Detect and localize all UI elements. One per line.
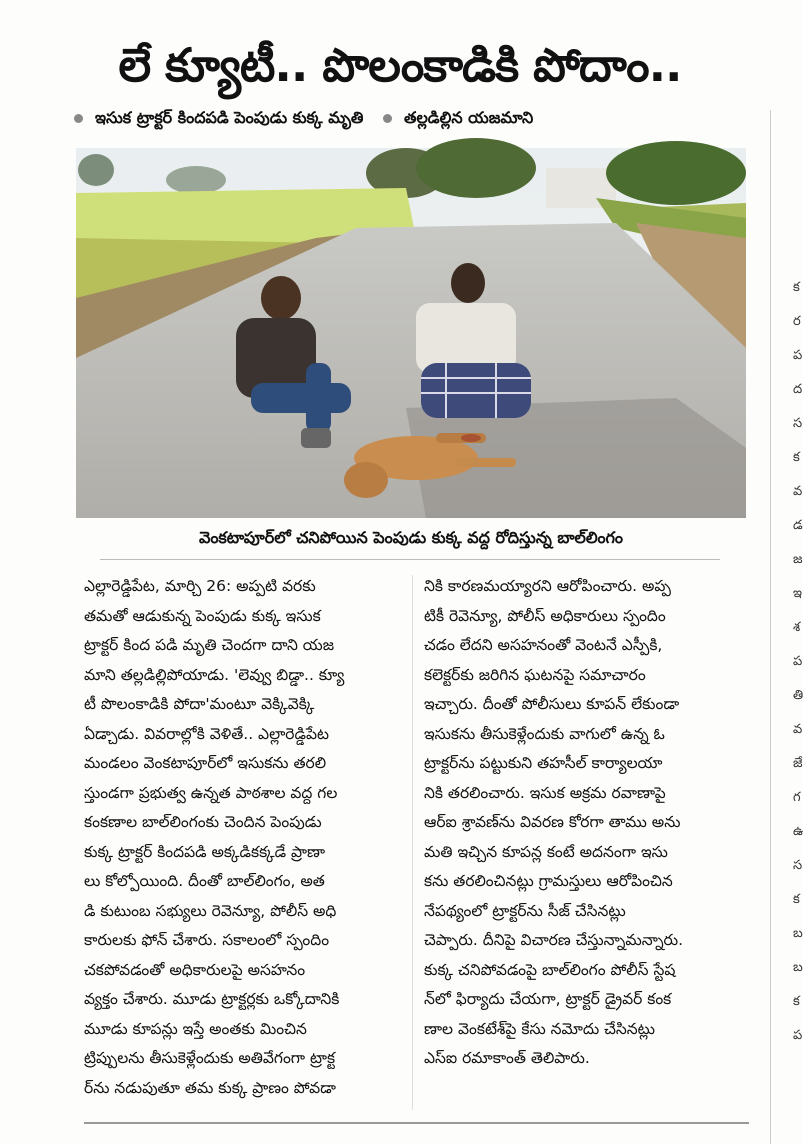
article-text-line: న్‌లో ఫిర్యాదు చేయగా, ట్రాక్టర్ డ్రైవర్ కంక <box>424 990 672 1008</box>
article-text-line: టీ పొలంకాడికి పోదా'మంటూ వెక్కివెక్కి <box>84 695 315 713</box>
article-text-line: ర్‌ను నడుపుతూ తమ కుక్క ప్రాణం పోవడా <box>84 1078 336 1097</box>
side-fragment-char: క <box>793 450 800 465</box>
side-fragment-char: తి <box>793 688 803 703</box>
article-text-line: ట్రాక్టర్ కింద పడి మృతి చెందగా దాని యజ <box>84 636 335 654</box>
side-fragment-char: ప <box>793 654 803 669</box>
side-fragment-char: శ <box>793 620 801 635</box>
article-text-line: మతి ఇచ్చిన కూపన్ల కంటే అదనంగా ఇసు <box>424 842 668 861</box>
side-fragment-char: ఉ <box>793 824 803 839</box>
article-text-line: నికి కారణమయ్యారని ఆరోపించారు. అప్ప <box>424 577 671 595</box>
side-fragment-char: గ <box>793 790 801 805</box>
article-text-line: తమతో ఆడుకున్న పెంపుడు కుక్క ఇసుక <box>84 606 321 625</box>
subheadings <box>70 108 770 136</box>
side-fragment-char: జే <box>793 756 803 771</box>
article-text-line: ఎల్లారెడ్డిపేట, మార్చి 26: అప్పటి వరకు <box>84 577 316 595</box>
side-fragment-char: వ <box>793 484 803 499</box>
article-text-line: చడం లేదని అసహనంతో వెంటనే ఎస్పీకి, <box>424 636 663 654</box>
article-text-line: ఇచ్చారు. దీంతో పోలీసులు కూపన్ లేకుండా <box>424 695 680 713</box>
subheading-2: తల్లడిల్లిన యజమాని <box>404 108 534 127</box>
article-text-line: నేపథ్యంలో ట్రాక్టర్‌ను సీజ్ చేసినట్లు <box>424 901 626 920</box>
article-text-line: కుక్క ట్రాక్టర్ కిందపడి అక్కడికక్కడే ప్రాణా <box>84 842 326 861</box>
article-text-line: వ్యక్తం చేశారు. మూడు ట్రాక్టర్లకు ఒక్కోదానికి <box>84 990 340 1008</box>
adjacent-column-fragment <box>770 110 801 1144</box>
article-text-line: కుక్క చనిపోవడంపై బాల్‌లింగం పోలీస్ స్టేష <box>424 960 676 979</box>
article-column-2 <box>424 572 746 1074</box>
article-text-line: ఎస్ఐ రమాకాంత్ తెలిపారు. <box>424 1049 590 1067</box>
bullet-icon <box>383 114 392 123</box>
side-fragment-char: బ <box>793 960 803 975</box>
article-text-line: ఏడ్చాడు. వివరాల్లోకి వెళితే.. ఎల్లారెడ్డిపేట <box>84 724 329 743</box>
article-text-line: కలెక్టర్‌కు జరిగిన ఘటనపై సమాచారం <box>424 665 646 684</box>
article-text-line: ఆర్ఐ శ్రావణ్‌ను వివరణ కోరగా తాము అను <box>424 813 681 831</box>
side-fragment-char: స <box>793 416 803 431</box>
caption-divider <box>100 559 720 560</box>
article-text-line: డి కుటుంబ సభ్యులు రెవెన్యూ, పోలీస్ అధి <box>84 901 337 920</box>
article-text-line: చెప్పారు. దీనిపై విచారణ చేస్తున్నామన్నారు. <box>424 931 684 949</box>
photo-caption: వెంకటాపూర్‌లో చనిపోయిన పెంపుడు కుక్క వద్ద రోదిస్తున్న బాల్‌లింగం <box>198 528 624 547</box>
side-fragment-char: ప <box>793 348 803 363</box>
article-text-line: మాని తల్లడిల్లిపోయాడు. 'లెవ్వు బిడ్డా.. క్యూ <box>84 665 345 684</box>
news-photo <box>76 148 746 518</box>
article-text-line: నికి తరలించారు. ఇసుక అక్రమ రవాణాపై <box>424 783 666 802</box>
article-text-line: స్తుండగా ప్రభుత్వ ఉన్నత పాఠశాల వద్ద గల <box>84 783 338 802</box>
article-text-line: ఇసుకను తీసుకెళ్లేందుకు వాగులో ఉన్న ఓ <box>424 724 665 743</box>
side-fragment-char: వ <box>793 722 803 737</box>
side-fragment-char: జ <box>793 552 803 567</box>
bottom-rule <box>84 1122 749 1124</box>
side-fragment-char: ప <box>793 1028 803 1043</box>
headline: లే క్యూటీ.. పొలంకాడికి పోదాం.. <box>118 38 682 92</box>
side-fragment-char: క <box>793 892 800 907</box>
side-fragment-char: ర <box>793 314 801 329</box>
subheading-1: ఇసుక ట్రాక్టర్ కిందపడి పెంపుడు కుక్క మృతి <box>95 108 364 127</box>
side-fragment-char: ద <box>793 382 803 397</box>
article-text-line: చకపోవడంతో అధికారులపై అసహనం <box>84 960 306 979</box>
article-text-line: కంకణాల బాల్‌లింగంకు చెందిన పెంపుడు <box>84 813 322 831</box>
side-fragment-char: డ <box>793 518 803 533</box>
article-column-1 <box>84 572 406 1103</box>
article-text-line: టికీ రెవెన్యూ, పోలీస్ అధికారులు స్పందిం <box>424 606 666 625</box>
side-fragment-char: స <box>793 858 803 873</box>
article-text-line: కను తరలించినట్లు గ్రామస్తులు ఆరోపించిన <box>424 872 673 890</box>
side-fragment-char: ఇ <box>793 586 802 601</box>
article-text-line: ణాల వెంకటేశ్‌పై కేసు నమోదు చేసినట్లు <box>424 1019 656 1038</box>
article-text-line: మూడు కూపన్లు ఇస్తే అంతకు మించిన <box>84 1019 307 1038</box>
article-text-line: కారులకు ఫోన్ చేశారు. సకాలంలో స్పందిం <box>84 931 330 949</box>
side-fragment-char: బ <box>793 926 803 941</box>
side-fragment-char: క <box>793 994 800 1009</box>
bullet-icon <box>74 114 83 123</box>
article-text-line: ట్రాక్టర్‌ను పట్టుకుని తహసీల్ కార్యాలయా <box>424 754 663 772</box>
article-text-line: లు కోల్పోయింది. దీంతో బాల్‌లింగం, అత <box>84 872 325 890</box>
article-text-line: మండలం వెంకటాపూర్‌లో ఇసుకను తరలి <box>84 754 327 772</box>
column-divider <box>412 575 413 1110</box>
article-text-line: ట్రిప్పులను తీసుకెళ్లేందుకు అతివేగంగా ట్రాక్ట <box>84 1049 336 1067</box>
side-fragment-char: క <box>793 280 800 295</box>
